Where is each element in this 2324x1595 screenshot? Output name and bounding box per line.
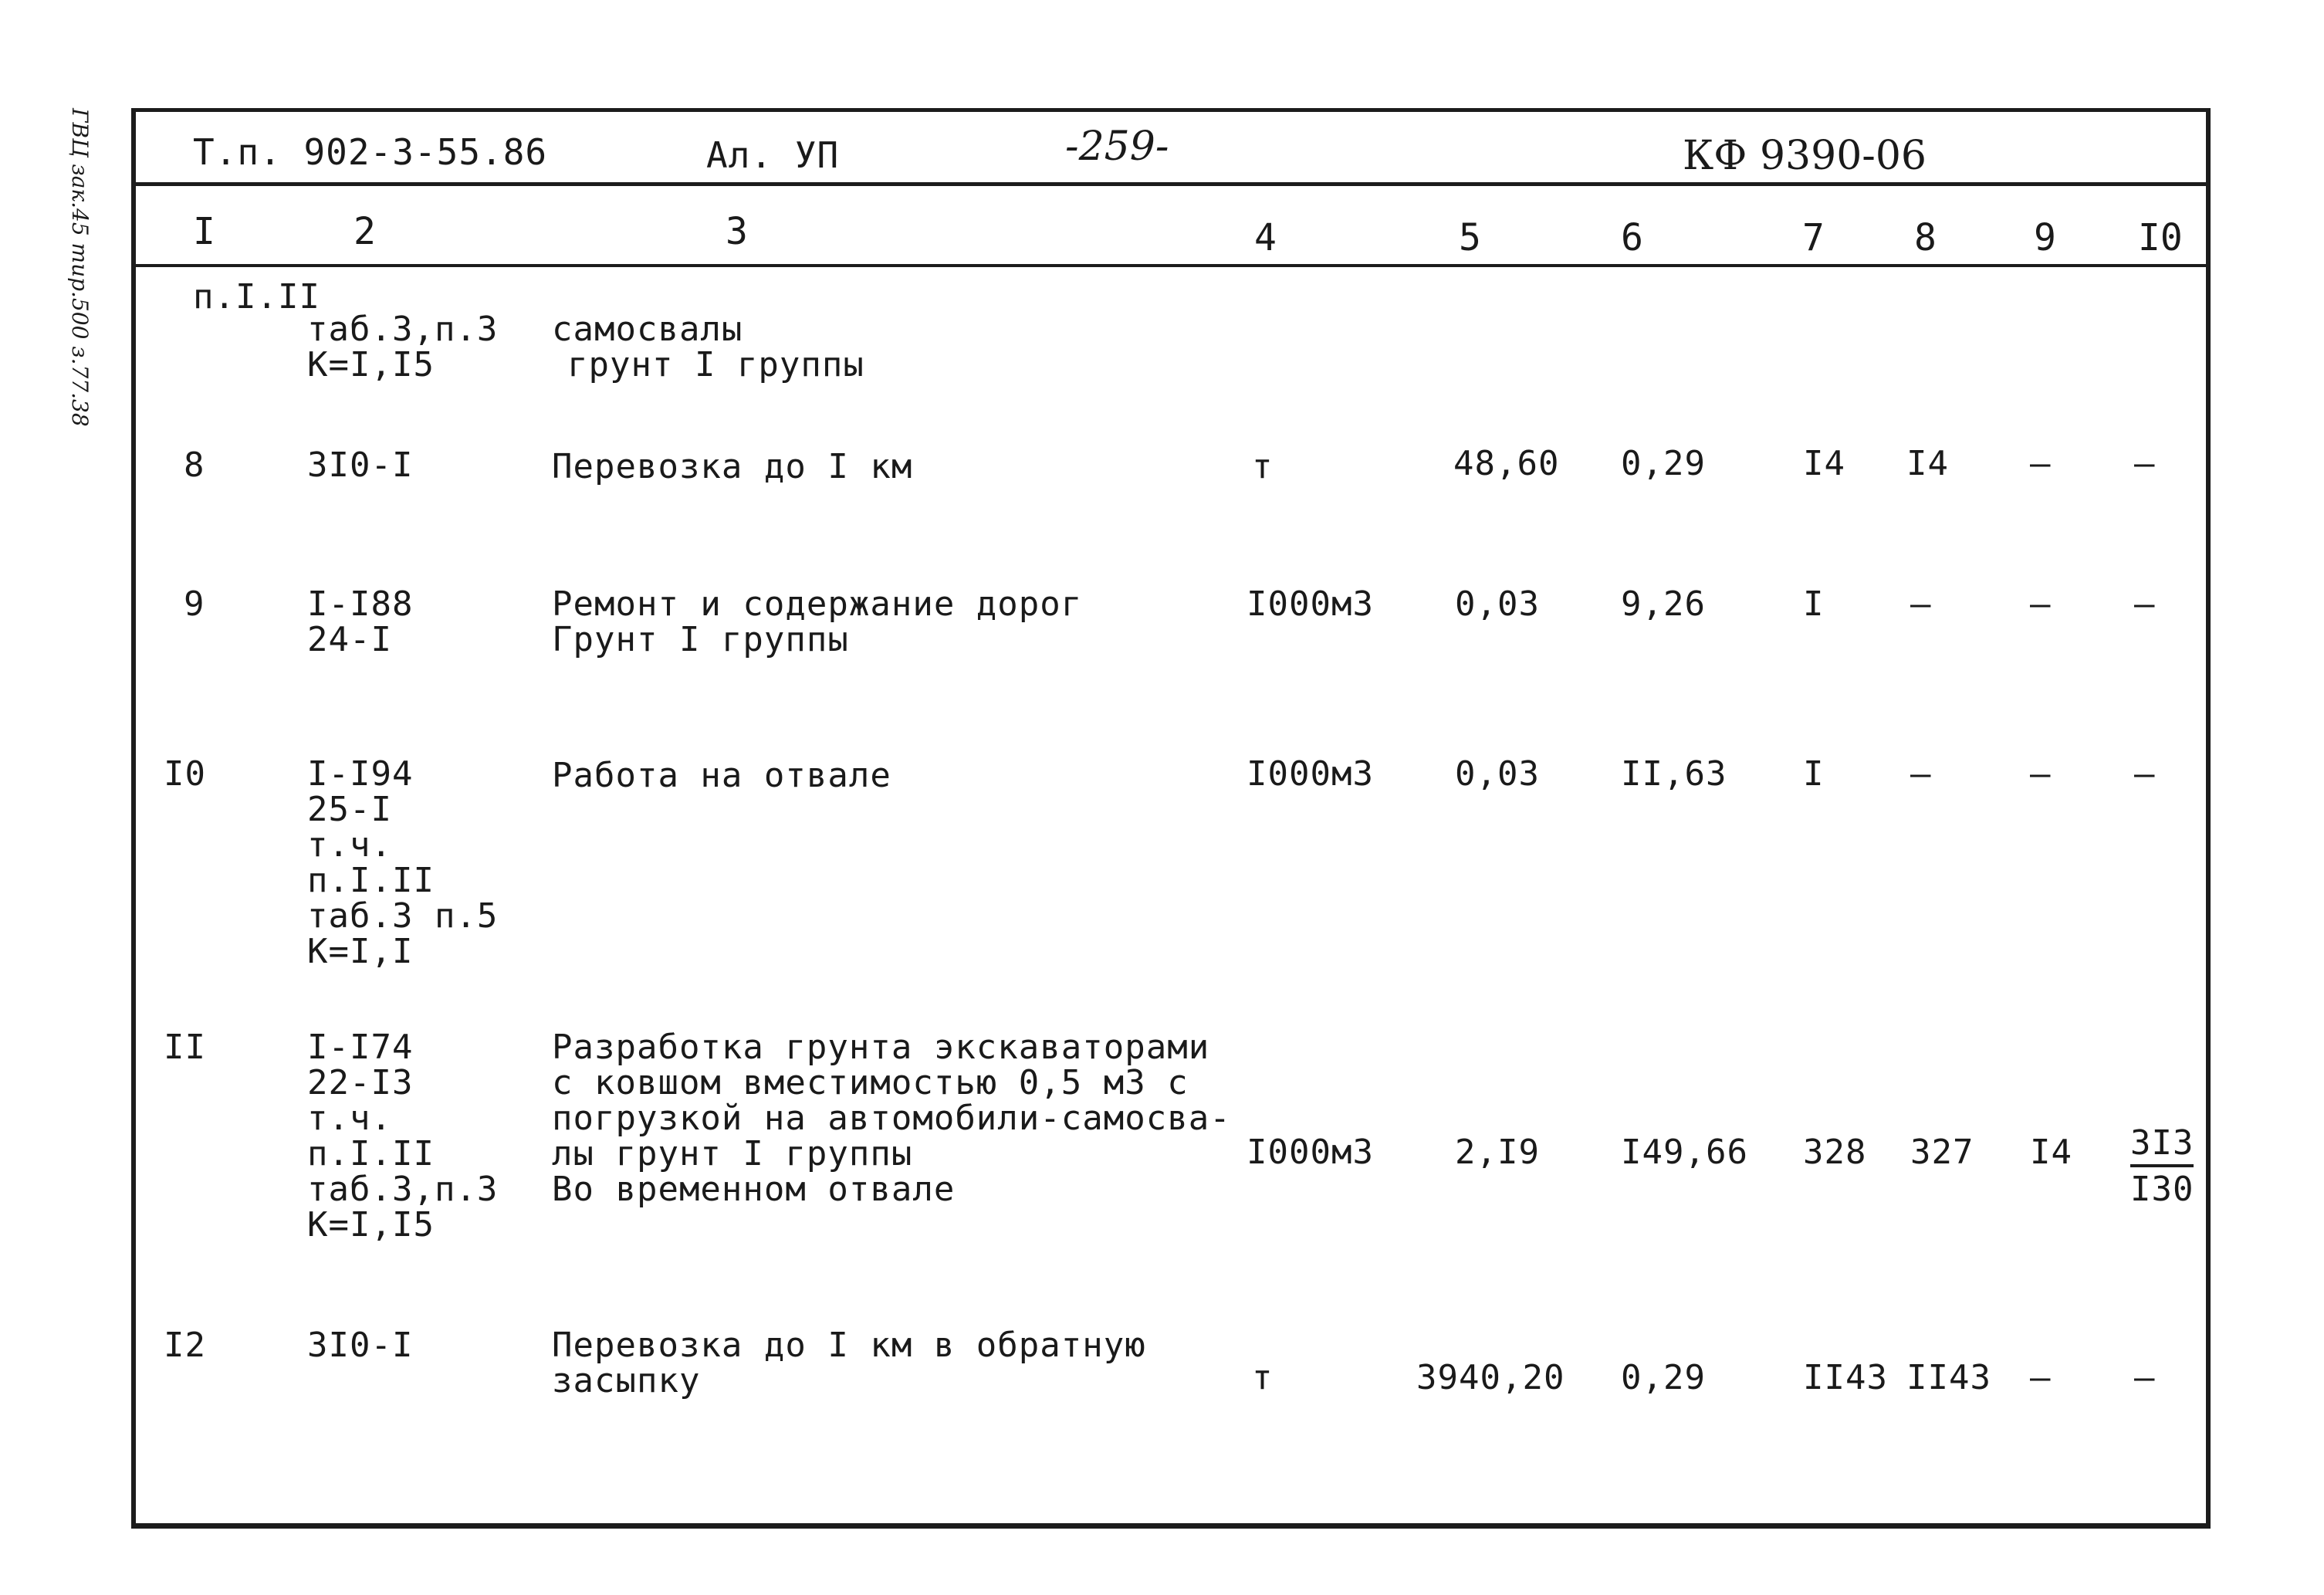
row-8-desc: Перевозка до I км [552,447,913,486]
row-8-col9: – [2030,444,2052,483]
row-11-code-line: I-I74 [307,1028,414,1067]
header-divider [131,182,2211,186]
row-10-num: I0 [164,754,206,794]
row-9-code-line: 24-I [307,620,392,659]
row-9-desc [552,584,1083,659]
col-header-2: 2 [354,210,376,253]
row-11-num: II [164,1028,206,1067]
row-10-code-line: К=I,I [307,932,414,971]
row-11-col9: I4 [2030,1133,2072,1172]
row-11-col7: 328 [1803,1133,1867,1172]
col-header-10: I0 [2138,216,2183,259]
row-12-col7: II43 [1803,1358,1888,1397]
row-9-col9: – [2030,584,2052,624]
column-header-divider [131,264,2211,267]
intro-desc-line: самосвалы [552,310,743,349]
row-11-col10-numerator: 3I3 [2130,1126,2194,1167]
col-header-4: 4 [1254,216,1277,259]
project-number: Т.п. 902-3-55.86 [193,131,548,173]
col-header-1: I [193,210,215,253]
row-9-unit: I000м3 [1247,584,1374,624]
row-10-desc: Работа на отвале [552,756,891,795]
album-label: Ал. УП [706,134,840,176]
col-header-6: 6 [1621,216,1643,259]
row-10-col7: I [1803,754,1825,794]
row-11-desc [552,1030,1231,1207]
side-print-note-text: ГВЦ зак.45 тир.500 з.77.38 [67,108,93,427]
row-11-col10-fraction [2130,1123,2194,1209]
row-10-code-line: т.ч. [307,825,392,865]
row-12-qty: 3940,20 [1416,1358,1565,1397]
document-code: КФ 9390-06 [1683,133,1927,179]
row-11-desc-line: погрузкой на автомобили-самосва- [552,1099,1231,1138]
row-11-desc-line: Разработка грунта экскаваторами [552,1028,1210,1067]
intro-ref-line: таб.3,п.3 [307,310,499,349]
row-10-col8: – [1910,754,1932,794]
row-10-qty: 0,03 [1455,754,1540,794]
row-11-desc-line: лы грунт I группы [552,1134,913,1173]
row-11-desc-line: Во временном отвале [552,1170,956,1209]
row-11-col8: 327 [1910,1133,1974,1172]
row-8-col8: I4 [1906,444,1949,483]
row-9-col10: – [2134,584,2156,624]
intro-description [552,312,864,383]
page-number: -259- [1065,124,1169,170]
row-10-col10: – [2134,754,2156,794]
row-11-code-line: т.ч. [307,1099,392,1138]
row-11-price: I49,66 [1621,1133,1748,1172]
row-11-qty: 2,I9 [1455,1133,1540,1172]
row-12-desc [552,1328,1146,1399]
row-8-num: 8 [184,445,205,485]
row-8-col7: I4 [1803,444,1845,483]
row-12-col9: – [2030,1358,2052,1397]
row-12-price: 0,29 [1621,1358,1706,1397]
row-12-code: 3I0-I [307,1326,414,1365]
row-10-price: II,63 [1621,754,1727,794]
row-11-desc-line: с ковшом вместимостью 0,5 м3 с [552,1063,1189,1102]
row-12-col8: II43 [1906,1358,1991,1397]
row-10-code-line: 25-I [307,790,392,829]
row-11-code-line: таб.3,п.3 [307,1170,499,1209]
intro-ref-line: К=I,I5 [307,345,435,384]
row-12-desc-line: засыпку [552,1361,701,1400]
row-12-unit: т [1252,1358,1274,1397]
row-9-code-line: I-I88 [307,584,414,624]
row-12-num: I2 [164,1326,206,1365]
row-10-unit: I000м3 [1247,754,1374,794]
row-11-unit: I000м3 [1247,1133,1374,1172]
row-12-desc-line: Перевозка до I км в обратную [552,1326,1146,1365]
row-11-code-line: 22-I3 [307,1063,414,1102]
row-8-code: 3I0-I [307,445,414,485]
row-10-col9: – [2030,754,2052,794]
row-9-qty: 0,03 [1455,584,1540,624]
col-header-8: 8 [1914,216,1937,259]
row-11-col10-denominator: I30 [2130,1170,2194,1209]
col-header-5: 5 [1459,216,1481,259]
side-print-note [68,108,99,525]
row-10-code [307,754,499,971]
row-8-unit: т [1252,447,1274,486]
row-12-col10: – [2134,1358,2156,1397]
row-11-code [307,1030,498,1243]
row-9-price: 9,26 [1621,584,1706,624]
col-header-7: 7 [1802,216,1825,259]
col-header-9: 9 [2034,216,2056,259]
row-9-code [307,584,414,659]
row-11-code-line: п.I.II [307,1134,435,1173]
col-header-3: 3 [726,210,748,253]
row-8-col10: – [2134,444,2156,483]
intro-desc-line: грунт I группы [567,345,864,384]
row-10-code-line: таб.3 п.5 [307,896,499,936]
intro-refs [307,312,498,383]
row-9-col7: I [1803,584,1825,624]
row-10-code-line: I-I94 [307,754,414,794]
row-10-code-line: п.I.II [307,861,435,900]
row-9-col8: – [1910,584,1932,624]
row-9-desc-line: Грунт I группы [552,620,849,659]
row-8-qty: 48,60 [1453,444,1560,483]
row-8-price: 0,29 [1621,444,1706,483]
row-9-desc-line: Ремонт и содержание дорог [552,584,1083,624]
intro-ref-top: п.I.II [193,277,320,317]
row-9-num: 9 [184,584,205,624]
row-11-code-line: К=I,I5 [307,1205,435,1245]
